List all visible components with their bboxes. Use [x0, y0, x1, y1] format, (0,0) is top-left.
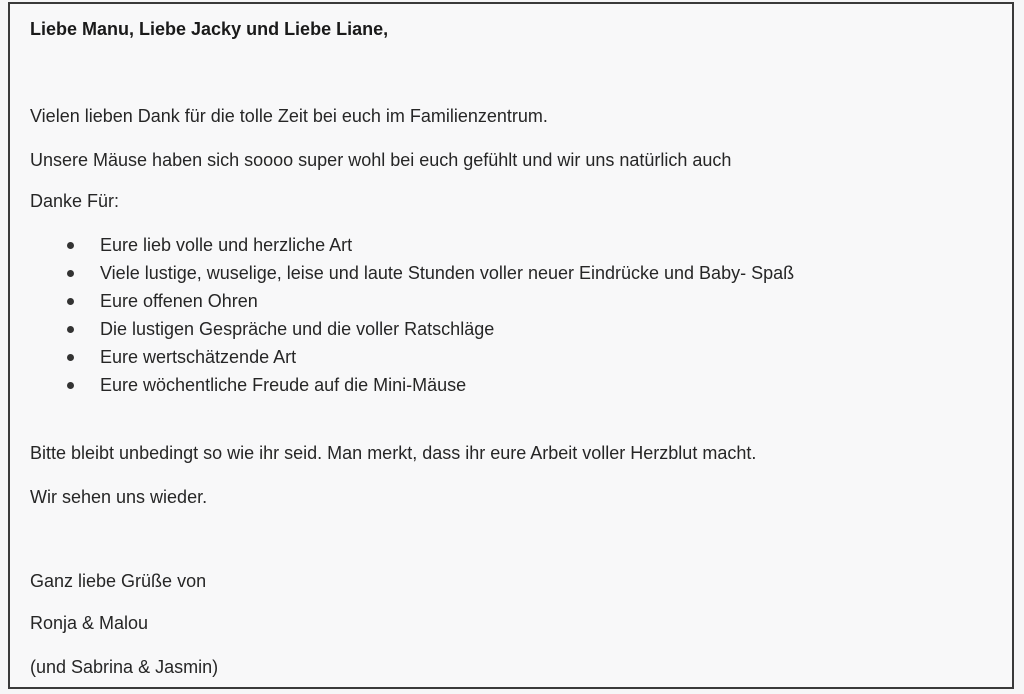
bullet-icon	[67, 382, 74, 389]
stay-paragraph: Bitte bleibt unbedingt so wie ihr seid. Man merkt, dass ihr eure Arbeit voller Herzblut macht.	[30, 443, 757, 463]
thanks-for-heading: Danke Für:	[30, 191, 120, 211]
bullet-icon	[67, 354, 74, 361]
bullet-icon	[67, 298, 74, 305]
signature-children: Ronja & Malou	[30, 613, 149, 633]
bullet-icon	[67, 242, 74, 249]
list-item-text: Eure wertschätzende Art	[100, 347, 297, 367]
bullet-icon	[67, 326, 74, 333]
list-item-text: Eure lieb volle und herzliche Art	[100, 235, 353, 255]
list-item-text: Die lustigen Gespräche und die voller Ratschläge	[100, 319, 495, 339]
thanks-paragraph: Vielen lieben Dank für die tolle Zeit bei euch im Familienzentrum.	[30, 106, 548, 126]
see-again-paragraph: Wir sehen uns wieder.	[30, 487, 208, 507]
closing-line: Ganz liebe Grüße von	[30, 571, 207, 591]
list-item-text: Eure offenen Ohren	[100, 291, 258, 311]
list-item-text: Eure wöchentliche Freude auf die Mini-Mäuse	[100, 375, 467, 395]
list-item-text: Viele lustige, wuselige, leise und laute Stunden voller neuer Eindrücke und Baby- Spaß	[100, 263, 795, 283]
bullet-icon	[67, 270, 74, 277]
signature-parents: (und Sabrina & Jasmin)	[30, 657, 219, 677]
letter-border-frame	[8, 2, 1014, 689]
letter-greeting: Liebe Manu, Liebe Jacky und Liebe Liane,	[30, 19, 389, 39]
mice-paragraph: Unsere Mäuse haben sich soooo super wohl bei euch gefühlt und wir uns natürlich auch	[30, 150, 732, 170]
